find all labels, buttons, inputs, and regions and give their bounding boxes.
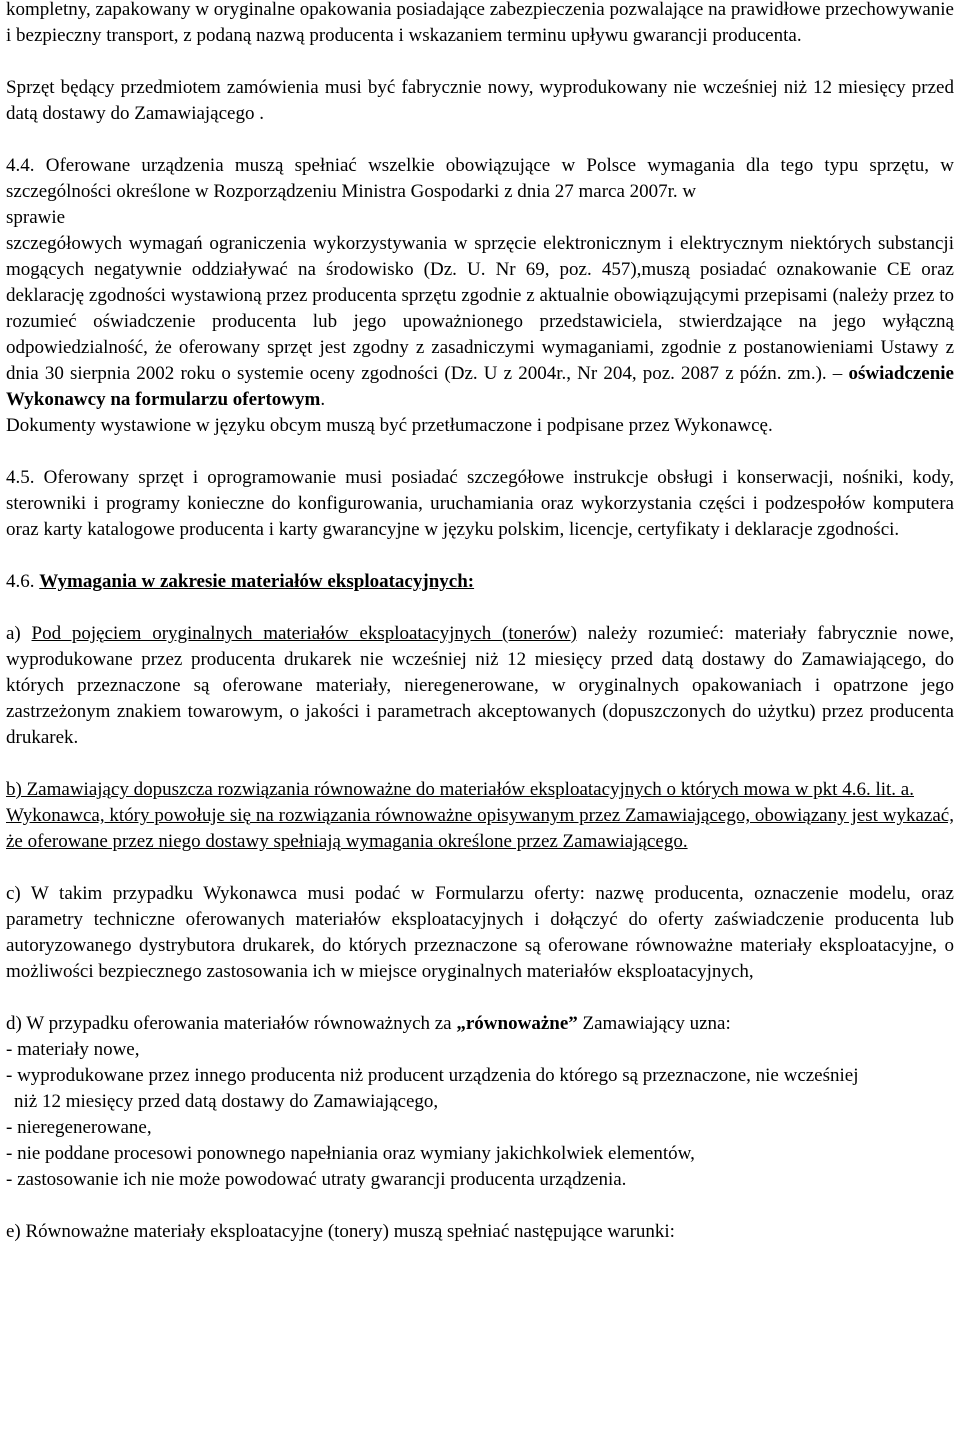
section-4-4-word: sprawie [6, 207, 66, 228]
point-d-intro [6, 1011, 954, 1037]
point-e: e) Równoważne materiały eksploatacyjne (tonery) muszą spełniać następujące warunki: [6, 1221, 675, 1242]
paragraph-packaging: kompletny, zapakowany w oryginalne opakowania posiadające zabezpieczenia pozwalające na prawidłowe przechowywanie i bezpieczny transport, z podaną nazwą producenta i wskazaniem terminu upływu gwarancji producenta. [6, 0, 954, 46]
point-d-item: - materiały nowe, [6, 1039, 140, 1060]
point-a-prefix: a) [6, 623, 32, 644]
section-4-6-title: Wymagania w zakresie materiałów eksploatacyjnych: [39, 571, 475, 592]
point-a [6, 621, 954, 751]
section-4-4-dash: – [826, 363, 849, 384]
section-4-4-text: szczegółowych wymagań ograniczenia wykorzystywania w sprzęcie elektronicznym i elektrycznym niektórych substancji mogących negatywnie oddziaływać na środowisko (Dz. U. Nr 69, poz. 457),muszą posiadać oznakowanie CE oraz deklarację zgodności wystawioną przez producenta sprzętu zgodnie z aktualnie obowiązującymi przepisami (należy przez to rozumieć oświadczenie producenta lub jego upoważnionego przedstawiciela, stwierdzające na jego wyłączną odpowiedzialność, że oferowany sprzęt jest zgodny z zasadniczymi wymaganiami, zgodnie z postanowieniami Ustawy z dnia 30 sierpnia 2002 roku o systemie oceny zgodności (Dz. U z 2004r., Nr 204, poz. 2087 z późn. zm.). [6, 233, 954, 384]
section-4-4-heading-line: 4.4. Oferowane urządzenia muszą spełniać wszelkie obowiązujące w Polsce wymagania dla tego typu sprzętu, w szczególności określone w Rozporządzeniu Ministra Gospodarki z dnia 27 marca 2007r. w [6, 155, 954, 202]
paragraph-new-equipment: Sprzęt będący przedmiotem zamówienia musi być fabrycznie nowy, wyprodukowany nie wcześniej niż 12 miesięcy przed datą dostawy do Zamawiającego . [6, 77, 954, 124]
point-d-item: - nieregenerowane, [6, 1117, 152, 1138]
section-4-4-bold-statement: oświadczenie Wykonawcy na formularzu ofertowym [6, 363, 954, 410]
point-d-item: niż 12 miesięcy przed datą dostawy do Zamawiającego, [14, 1091, 439, 1112]
point-b-continuation: Wykonawca, który powołuje się na rozwiązania równoważne opisywanym przez Zamawiającego, obowiązany jest wykazać, że oferowane przez niego dostawy spełniają wymagania określone przez Zamawiającego. [6, 805, 954, 852]
point-a-underlined: Pod pojęciem oryginalnych materiałów eksploatacyjnych (tonerów) [31, 623, 577, 644]
section-4-5: 4.5. Oferowany sprzęt i oprogramowanie musi posiadać szczegółowe instrukcje obsługi i konserwacji, nośniki, kody, sterowniki i programy konieczne do konfigurowania, uruchamiania oraz wykorzystania części i podzespołów komputera oraz karty katalogowe producenta i karty gwarancyjne w języku polskim, licencje, certyfikaty i deklaracje zgodności. [6, 467, 954, 540]
point-d-intro-bold: „równoważne” [456, 1013, 578, 1034]
section-4-4-end: . [320, 389, 326, 410]
section-4-4-documents: Dokumenty wystawione w języku obcym muszą być przetłumaczone i podpisane przez Wykonawcę. [6, 415, 773, 436]
section-4-4-body [6, 231, 954, 413]
point-a-text: należy rozumieć: materiały fabrycznie nowe, wyprodukowane przez producenta drukarek nie wcześniej niż 12 miesięcy przed datą dostawy do Zamawiającego, do których przeznaczone są oferowane materiały, nieregenerowane, w oryginalnych opakowaniach i opatrzone jego zastrzeżonym znakiem towarowym, o jakości i parametrach akceptowanych (dopuszczonych do użytku) przez producenta drukarek. [6, 623, 955, 748]
section-4-6-number: 4.6. [6, 571, 40, 592]
point-d-item: - zastosowanie ich nie może powodować utraty gwarancji producenta urządzenia. [6, 1169, 627, 1190]
point-d-intro-b: Zamawiający uzna: [577, 1013, 731, 1034]
section-4-6-heading [6, 569, 954, 595]
point-d-item: - nie poddane procesowi ponownego napełniania oraz wymiany jakichkolwiek elementów, [6, 1143, 695, 1164]
point-d-intro-a: d) W przypadku oferowania materiałów równoważnych za [6, 1013, 457, 1034]
point-c: c) W takim przypadku Wykonawca musi podać w Formularzu oferty: nazwę producenta, oznaczenie modelu, oraz parametry techniczne oferowanych materiałów eksploatacyjnych i dołączyć do oferty zaświadczenie producenta lub autoryzowanego dystrybutora drukarek, do których przeznaczone są oferowane równoważne materiały eksploatacyjne, o możliwości bezpiecznego zastosowania ich w miejsce oryginalnych materiałów eksploatacyjnych, [6, 883, 954, 982]
point-b: b) Zamawiający dopuszcza rozwiązania równoważne do materiałów eksploatacyjnych o których mowa w pkt 4.6. lit. a. [6, 779, 914, 800]
point-d-item: - wyprodukowane przez innego producenta niż producent urządzenia do którego są przeznaczone, nie wcześniej [6, 1065, 859, 1086]
